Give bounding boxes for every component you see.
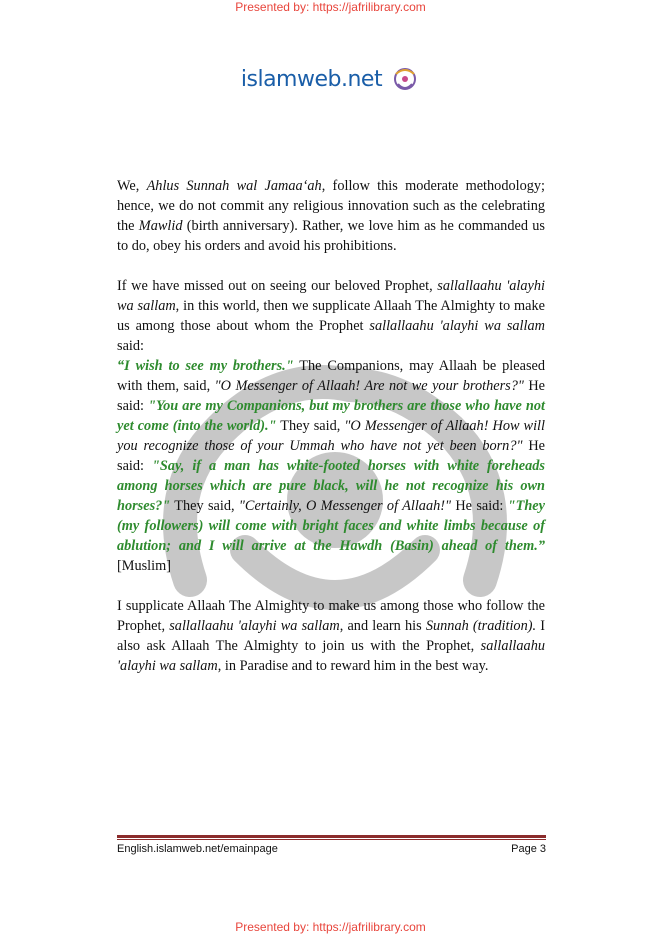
paragraph-supplication (117, 276, 545, 356)
footer-rule-thin (117, 839, 546, 840)
text-run: They said, (170, 498, 239, 514)
text-run: He said: (117, 378, 546, 414)
text-run: We, (117, 178, 147, 194)
text-run: I also ask Allaah The Almighty to join us with the Prophet, (117, 618, 545, 654)
logo-text: islamweb.net (240, 66, 383, 92)
page-number: Page 3 (511, 843, 546, 855)
paragraph-closing (117, 596, 545, 676)
text-run: I supplicate Allaah The Almighty to make us among those who follow the Prophet, (117, 598, 545, 634)
footer-url[interactable]: English.islamweb.net/emainpage (117, 843, 278, 855)
text-run: Sunnah (tradition). (425, 618, 537, 634)
presented-by-header[interactable]: Presented by: https://jafrilibrary.com (235, 0, 426, 14)
text-run: said: (117, 338, 145, 354)
text-run: “I wish to see my brothers." (117, 358, 294, 374)
text-run: sallallaahu 'alayhi wa sallam (117, 278, 545, 314)
text-run: He said: (117, 438, 545, 474)
paragraph-methodology (117, 176, 545, 256)
text-run: The Companions, may Allaah be pleased with them, said, (117, 358, 546, 394)
article-body (117, 176, 545, 676)
text-run: , follow this moderate methodology; hence, we do not commit any religious innovation such as the celebrating the (117, 178, 546, 234)
hadith-quote (117, 356, 545, 576)
text-run: "O Messenger of Allaah! How will you recognize those of your Ummah who have not yet been born?" (117, 418, 546, 454)
text-run: He said: (451, 498, 508, 514)
text-run: "They (my followers) will come with bright faces and white limbs because of ablution; and I will arrive at the Hawdh (Basin) ahead of them.” (117, 498, 545, 554)
text-run: [Muslim] (117, 558, 172, 574)
text-run: "Say, if a man has white-footed horses with white foreheads among horses which are pure black, will he not recognize his own horses?" (117, 458, 546, 514)
text-run: They said, (276, 418, 345, 434)
text-run: sallallaahu 'alayhi wa sallam (169, 618, 340, 634)
site-logo (0, 62, 661, 96)
text-run: , in Paradise and to reward him in the best way. (217, 658, 489, 674)
text-run: , and learn his (339, 618, 426, 634)
logo-emblem-icon (390, 64, 420, 94)
text-run: , in this world, then we supplicate Allaah The Almighty to make us among those about whom the Prophet (117, 298, 545, 334)
text-run: sallallaahu 'alayhi wa sallam (369, 318, 545, 334)
presented-by-footer[interactable]: Presented by: https://jafrilibrary.com (235, 920, 426, 934)
page-footer (117, 843, 546, 855)
text-run: If we have missed out on seeing our beloved Prophet, (117, 278, 438, 294)
text-run: (birth anniversary). Rather, we love him as he commanded us to do, obey his orders and avoid his prohibitions. (117, 218, 545, 254)
text-run: sallallaahu 'alayhi wa sallam (117, 638, 545, 674)
text-run: Mawlid (138, 218, 183, 234)
text-run: "You are my Companions, but my brothers are those who have not yet come (into the world)." (117, 398, 545, 434)
text-run: "Certainly, O Messenger of Allaah!" (238, 498, 452, 514)
footer-rule (117, 835, 546, 838)
text-run: "O Messenger of Allaah! Are not we your brothers?" (214, 378, 524, 394)
text-run: Ahlus Sunnah wal Jamaa‘ah (146, 178, 322, 194)
